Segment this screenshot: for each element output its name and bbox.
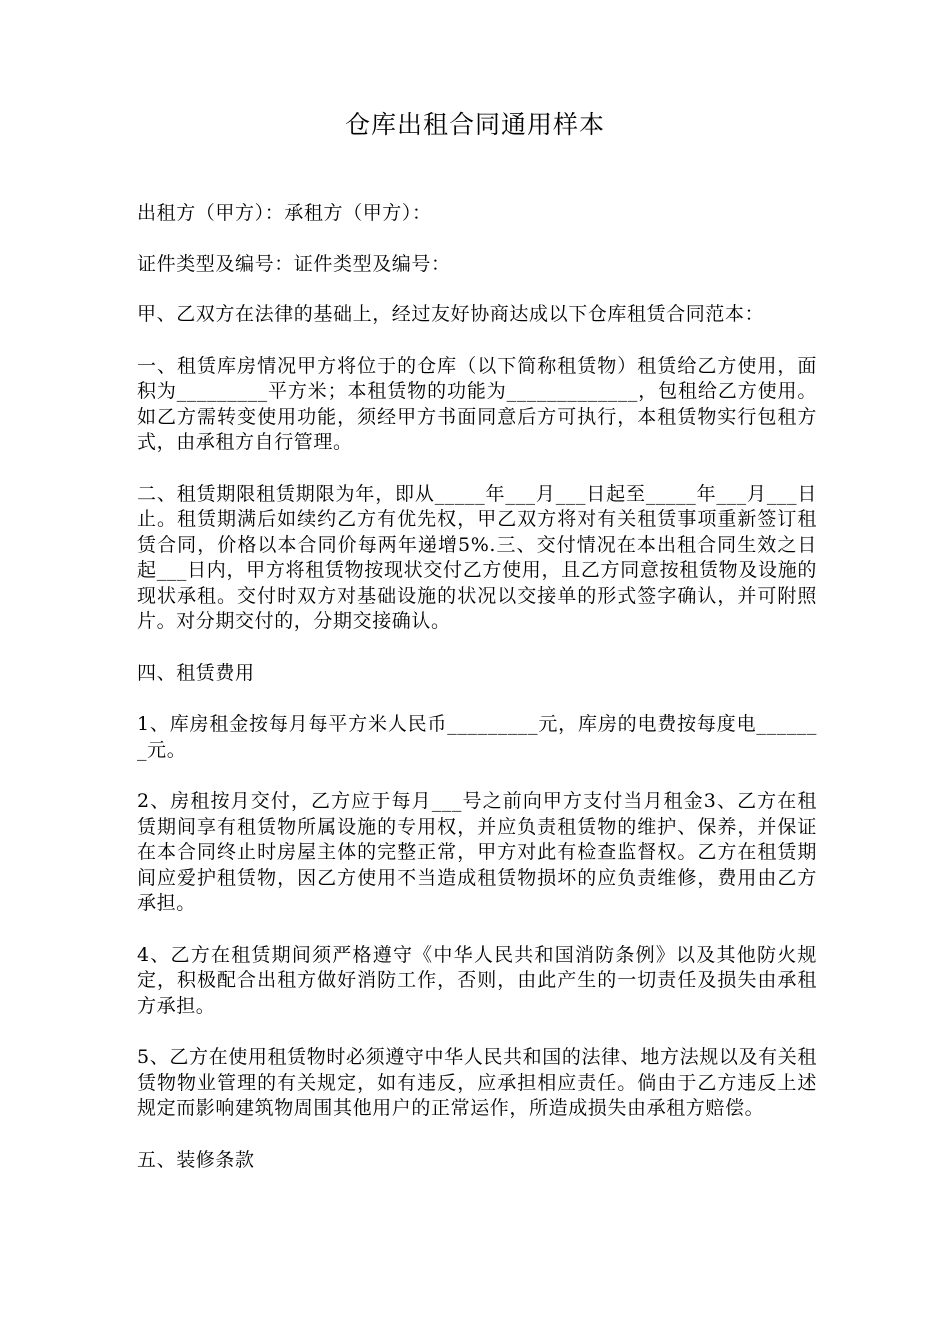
preamble-paragraph: 甲、乙双方在法律的基础上，经过友好协商达成以下仓库租赁合同范本： <box>137 303 765 325</box>
section-heading-fees: 四、租赁费用 <box>137 661 255 684</box>
clause-warehouse-info: 一、租赁库房情况甲方将位于的仓库（以下简称租赁物）租赁给乙方使用，面积为_________平方米；本租赁物的功能为_____________，包租给乙方使用。如乙方需转变使用功能，须经甲方书面同意后方可执行，本租赁物实行包租方式，由承租方自行管理。 <box>137 354 817 453</box>
id-line: 证件类型及编号：证件类型及编号： <box>137 252 451 275</box>
clause-fire-safety: 4、乙方在租赁期间须严格遵守《中华人民共和国消防条例》以及其他防火规定，积极配合出租方做好消防工作，否则，由此产生的一切责任及损失由承租方承担。 <box>137 943 817 1017</box>
clause-legal-compliance: 5、乙方在使用租赁物时必须遵守中华人民共和国的法律、地方法规以及有关租赁物物业管理的有关规定，如有违反，应承担相应责任。倘由于乙方违反上述规定而影响建筑物周围其他用户的正常运作，所造成损失由承租方赔偿。 <box>137 1046 817 1119</box>
document-title: 仓库出租合同通用样本 <box>344 110 605 139</box>
document-body <box>137 201 817 1199</box>
clause-rent-payment: 2、房租按月交付，乙方应于每月___号之前向甲方支付当月租金3、乙方在租赁期间享有租赁物所属设施的专用权，并应负责租赁物的维护、保养，并保证在本合同终止时房屋主体的完整正常，甲方对此有检查监督权。乙方在租赁期间应爱护租赁物，因乙方使用不当造成租赁物损坏的应负责维修，费用由乙方承担。 <box>137 790 817 914</box>
clause-rent-rate: 1、库房租金按每月每平方米人民币_________元，库房的电费按每度电_______元。 <box>137 713 817 761</box>
clause-lease-term: 二、租赁期限租赁期限为年，即从_____年___月___日起至_____年___月___日止。租赁期满后如续约乙方有优先权，甲乙双方将对有关租赁事项重新签订租赁合同，价格以本合同价每两年递增5%.三、交付情况在本出租合同生效之日起___日内，甲方将租赁物按现状交付乙方使用，且乙方同意按租赁物及设施的现状承租。交付时双方对基础设施的状况以交接单的形式签字确认，并可附照片。对分期交付的，分期交接确认。 <box>137 482 817 632</box>
party-line: 出租方（甲方）：承租方（甲方）： <box>137 202 432 224</box>
section-heading-decoration: 五、装修条款 <box>137 1148 255 1171</box>
